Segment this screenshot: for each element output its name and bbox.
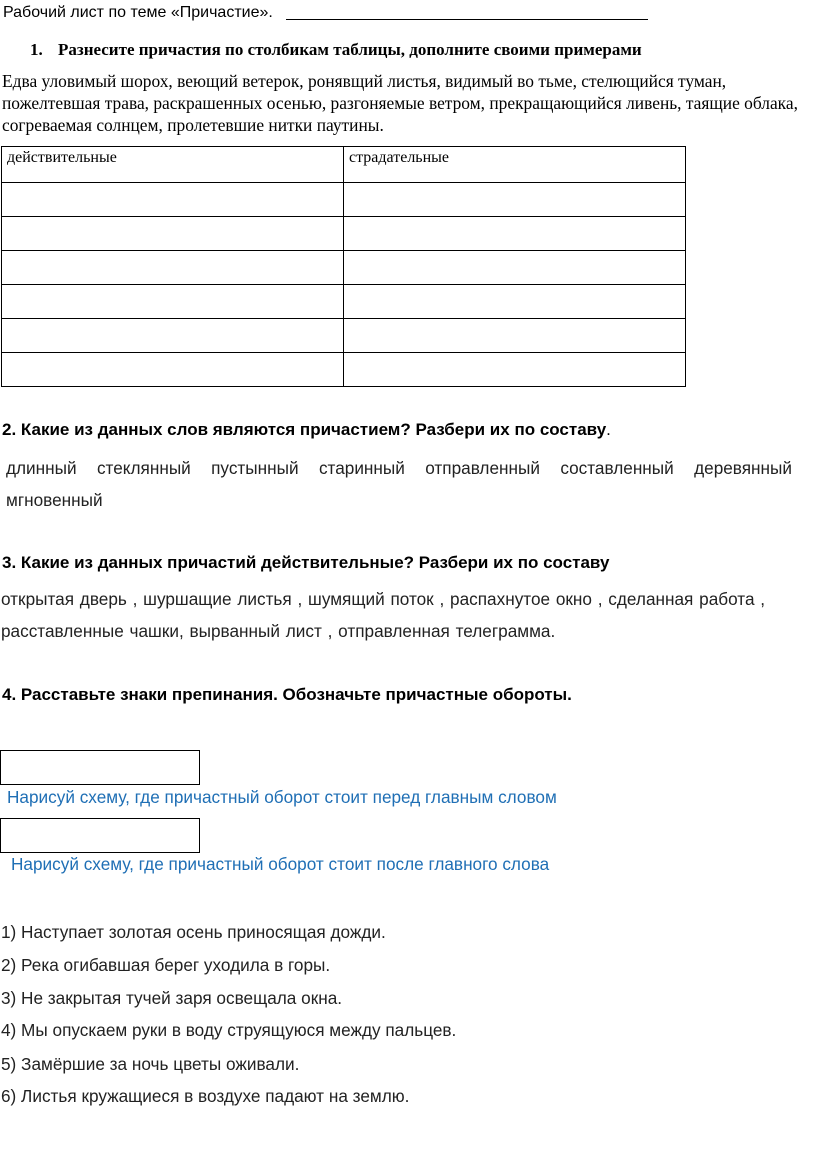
task1-heading	[30, 40, 642, 60]
task3-heading: 3. Какие из данных причастий действительные? Разбери их по составу	[2, 553, 610, 572]
table-header-row	[2, 147, 686, 183]
table-cell[interactable]	[2, 353, 344, 387]
table-row	[2, 353, 686, 387]
table-cell[interactable]	[344, 353, 686, 387]
task1-participles-text: Едва уловимый шорох, веющий ветерок, ронявщий листья, видимый во тьме, стелющийся туман, пожелтевшая трава, раскрашенных осенью, разгоняемые ветром, прекращающийся ливень, таящие облака, согреваемая солнцем, пролетевшие нитки паутины.	[2, 71, 798, 135]
task1-number: 1.	[30, 40, 43, 59]
task3-phrase-list: открытая дверь , шуршащие листья , шумящий поток , распахнутое окно , сделанная работа , расставленные чашки, вырванный лист , отправленная телеграмма.	[1, 589, 766, 641]
scheme1-instruction: Нарисуй схему, где причастный оборот стоит перед главным словом	[7, 787, 557, 807]
table-row	[2, 251, 686, 285]
task1-title: Разнесите причастия по столбикам таблицы, дополните своими примерами	[58, 40, 642, 59]
sentence-2: 2) Река огибавшая берег уходила в горы.	[1, 955, 331, 975]
sentence-4: 4) Мы опускаем руки в воду струящуюся между пальцев.	[1, 1020, 457, 1040]
table-row	[2, 319, 686, 353]
table-row	[2, 217, 686, 251]
task2-title: 2. Какие из данных слов являются причастием? Разбери их по составу	[2, 420, 607, 439]
table-row	[2, 285, 686, 319]
sentence-1: 1) Наступает золотая осень приносящая дожди.	[1, 922, 386, 942]
table-cell[interactable]	[2, 319, 344, 353]
table-cell[interactable]	[344, 183, 686, 217]
task2-title-period: .	[606, 420, 611, 439]
sentence-5: 5) Замёршие за ночь цветы оживали.	[1, 1054, 300, 1074]
scheme-box-after[interactable]	[0, 818, 200, 853]
table-cell[interactable]	[344, 285, 686, 319]
task2-heading	[2, 420, 611, 440]
task2-word-list: длинный стеклянный пустынный старинный отправленный составленный деревянный мгновенный	[6, 458, 792, 510]
table-cell[interactable]	[344, 217, 686, 251]
table-cell[interactable]	[2, 285, 344, 319]
scheme-box-before[interactable]	[0, 750, 200, 785]
column-header-active: действительные	[2, 147, 344, 183]
worksheet-title: Рабочий лист по теме «Причастие».	[3, 4, 273, 21]
sentence-6: 6) Листья кружащиеся в воздухе падают на землю.	[1, 1086, 410, 1106]
table-cell[interactable]	[2, 251, 344, 285]
table-cell[interactable]	[344, 251, 686, 285]
scheme2-instruction: Нарисуй схему, где причастный оборот стоит после главного слова	[11, 854, 550, 874]
sorting-table	[1, 146, 686, 387]
title-underline	[286, 19, 648, 20]
table-cell[interactable]	[344, 319, 686, 353]
table-cell[interactable]	[2, 183, 344, 217]
table-row	[2, 183, 686, 217]
sentence-3: 3) Не закрытая тучей заря освещала окна.	[1, 988, 343, 1008]
task4-heading: 4. Расставьте знаки препинания. Обозначьте причастные обороты.	[2, 685, 572, 704]
column-header-passive: страдательные	[344, 147, 686, 183]
table-cell[interactable]	[2, 217, 344, 251]
